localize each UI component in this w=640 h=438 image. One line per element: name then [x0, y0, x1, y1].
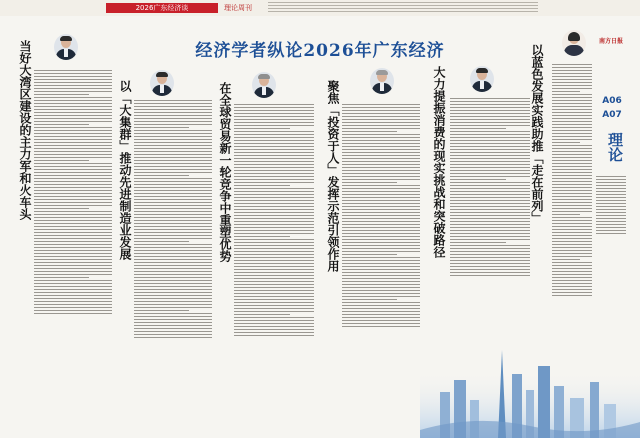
page-number-a07: A07 [602, 110, 622, 120]
article-1-body [34, 70, 112, 316]
sidebar-credits [596, 176, 626, 236]
article-1-title: 当好大湾区建设的主力军和火车头 [18, 40, 32, 220]
author-1-portrait [54, 34, 78, 60]
top-ticker: 2026广东经济谈 [106, 3, 218, 13]
article-2-body [134, 100, 212, 340]
top-intro-text [268, 2, 538, 14]
article-3-title: 在全球贸易新一轮竞争中重塑优势 [218, 82, 232, 262]
author-2-portrait [150, 70, 174, 96]
section-title: 理论 [606, 132, 624, 162]
author-3-portrait [252, 72, 276, 98]
top-section-label: 理论周刊 [224, 4, 252, 12]
article-6-body [552, 64, 592, 298]
city-skyline-illustration [420, 330, 640, 438]
article-2-title: 以「大集群」推动先进制造业发展 [118, 80, 132, 260]
article-6-title: 以蓝色发展实践助推「走在前列」 [530, 44, 544, 224]
article-4-title: 聚焦「投资于人」发挥示范引领作用 [326, 80, 340, 272]
article-5-body [450, 98, 530, 278]
author-5-portrait [470, 66, 494, 92]
article-4-body [342, 104, 420, 329]
page-number-a06: A06 [602, 96, 622, 106]
article-5-title: 大力提振消费的现实挑战和突破路径 [432, 66, 446, 258]
top-strip [0, 0, 640, 16]
article-3-body [234, 104, 314, 338]
newspaper-logo: 南方日报 [598, 38, 623, 45]
author-4-portrait [370, 68, 394, 94]
author-6-portrait [562, 30, 586, 56]
page-title: 经济学者纵论2026年广东经济 [195, 41, 445, 61]
